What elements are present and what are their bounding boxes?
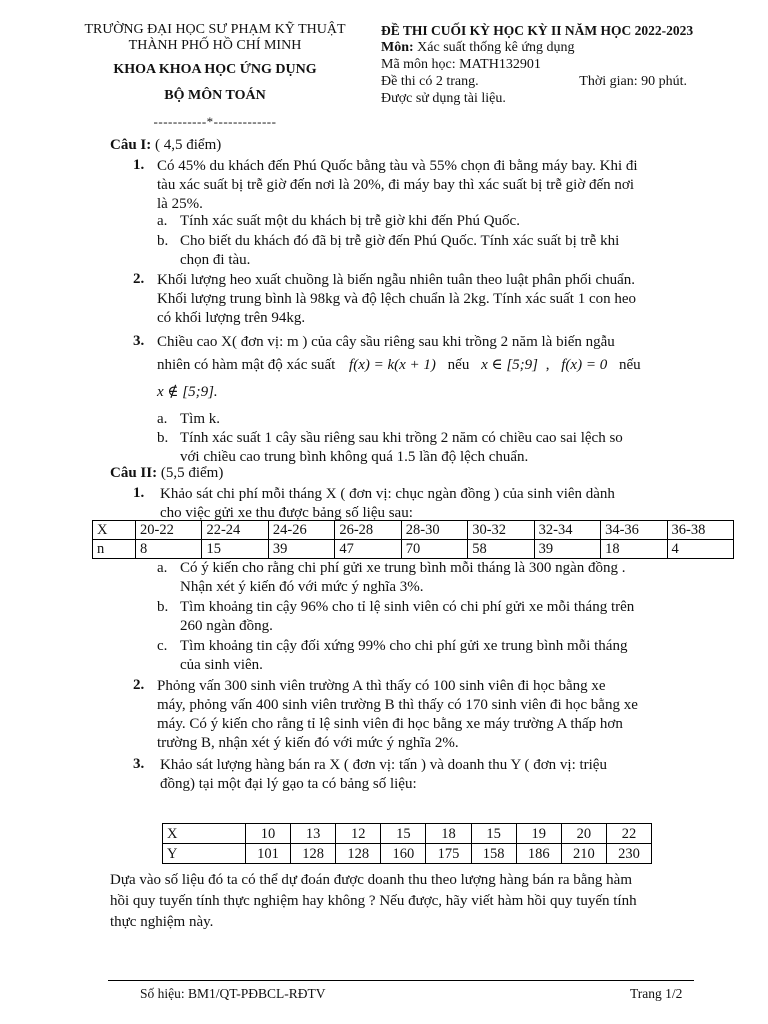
text-line: có khối lượng trên 94kg. <box>157 310 306 326</box>
table-cell: 18 <box>601 540 667 559</box>
question-i3-line1: Chiều cao X( đơn vị: m ) của cây sầu riêng sau khi trồng 2 năm là biến ngẫu <box>157 334 615 350</box>
section-1-points: ( 4,5 điểm) <box>155 137 222 153</box>
text-line: hồi quy tuyến tính thực nghiệm hay không ? Nếu được, hãy viết hàm hồi quy tuyến tính <box>110 893 637 909</box>
exam-time: Thời gian: 90 phút. <box>579 74 687 89</box>
question-i3b-text <box>180 429 623 467</box>
table-cell: 210 <box>561 844 606 864</box>
table-cell: 39 <box>534 540 600 559</box>
text-segment: , <box>545 357 550 373</box>
text-line: 260 ngàn đồng. <box>180 618 273 634</box>
question-number: 1. <box>133 157 145 173</box>
table-cell: 34-36 <box>601 521 667 540</box>
text-line: Có ý kiến cho rằng chi phí gửi xe trung bình mỗi tháng là 300 ngàn đồng . <box>180 560 626 576</box>
text-line: Dựa vào số liệu đó ta có thể dự đoán được doanh thu theo lượng hàng bán ra bằng hàm <box>110 872 633 888</box>
item-label: b. <box>157 233 169 249</box>
text-line: với chiều cao trung bình không quá 1.5 lần độ lệch chuẩn. <box>180 449 529 465</box>
table-cell: 4 <box>667 540 734 559</box>
table-row <box>93 540 734 559</box>
item-label: b. <box>157 430 169 446</box>
document-code: Số hiệu: BM1/QT-PĐBCL-RĐTV <box>140 986 326 1001</box>
table-cell: 12 <box>336 824 381 844</box>
table-cell: 20 <box>561 824 606 844</box>
question-ii3-text <box>160 756 720 794</box>
subject-line <box>381 39 721 56</box>
text-line: máy, phỏng vấn 400 sinh viên trường B thì thấy có 170 sinh viên đi học bằng xe <box>157 697 638 713</box>
table-cell: 128 <box>336 844 381 864</box>
table-cell: 15 <box>471 824 516 844</box>
text-line: chọn đi tàu. <box>180 252 251 268</box>
table-cell: 36-38 <box>667 521 734 540</box>
text-segment: nếu <box>447 357 470 373</box>
table-cell: 28-30 <box>401 521 467 540</box>
page-count: Đề thi có 2 trang. <box>381 74 479 89</box>
subject-name: Xác suất thống kê ứng dụng <box>417 40 575 55</box>
table-cell: 39 <box>268 540 334 559</box>
table-cell: 10 <box>246 824 291 844</box>
page-number: Trang 1/2 <box>630 986 683 1001</box>
text-line: Khối lượng heo xuất chuồng là biến ngẫu nhiên tuân theo luật phân phối chuẩn. <box>157 272 636 288</box>
question-number: 2. <box>133 677 145 693</box>
item-label: c. <box>157 638 168 654</box>
table-cell: 58 <box>468 540 534 559</box>
question-ii1c-text <box>180 637 627 675</box>
question-i2-text <box>157 271 717 328</box>
question-ii1a-text <box>180 559 626 597</box>
text-line: Nhận xét ý kiến đó với mức ý nghĩa 3%. <box>180 579 424 595</box>
question-i3-line2 <box>157 356 697 375</box>
section-1-heading <box>110 136 221 155</box>
table-cell: 15 <box>381 824 426 844</box>
university-name: TRƯỜNG ĐẠI HỌC SƯ PHẠM KỸ THUẬT <box>84 22 346 37</box>
city-name: THÀNH PHỐ HỒ CHÍ MINH <box>128 38 302 53</box>
item-label: b. <box>157 599 169 615</box>
exam-title: ĐỀ THI CUỐI KỲ HỌC KỲ II NĂM HỌC 2022-2023 <box>381 23 694 38</box>
table-cell: 186 <box>516 844 561 864</box>
section-1-label: Câu I: <box>110 137 152 153</box>
footer-divider <box>108 980 694 981</box>
cost-frequency-table <box>92 520 734 559</box>
text-line: của sinh viên. <box>180 657 263 673</box>
density-formula: f(x) = k(x + 1) <box>349 357 436 373</box>
question-i1b-text <box>180 232 619 270</box>
text-line: trường B, nhận xét ý kiến đó với mức ý nghĩa 2%. <box>157 735 459 751</box>
text-line: là 25%. <box>157 196 203 212</box>
table-row <box>93 521 734 540</box>
table-cell: 22-24 <box>202 521 268 540</box>
section-2-heading <box>110 464 223 483</box>
question-ii2-text <box>157 677 717 753</box>
table-cell: 18 <box>426 824 471 844</box>
item-label: a. <box>157 213 168 229</box>
table-row <box>163 824 652 844</box>
table-cell: X <box>163 824 246 844</box>
section-2-label: Câu II: <box>110 465 158 481</box>
regression-question-text <box>110 870 710 933</box>
table-cell: 101 <box>246 844 291 864</box>
question-i1-text <box>157 157 717 214</box>
table-cell: 128 <box>291 844 336 864</box>
table-cell: 26-28 <box>335 521 401 540</box>
text-line: Tìm khoảng tin cậy đối xứng 99% cho chi phí gửi xe trung bình mỗi tháng <box>180 638 628 654</box>
course-code: Mã môn học: MATH132901 <box>381 57 541 72</box>
table-cell: 158 <box>471 844 516 864</box>
condition-formula: x ∈ [5;9] <box>481 357 539 373</box>
pages-time-row <box>381 73 687 90</box>
faculty-name: KHOA KHOA HỌC ỨNG DỤNG <box>113 62 317 77</box>
section-2-points: (5,5 điểm) <box>160 465 224 481</box>
text-line: đồng) tại một đại lý gạo ta có bảng số liệu: <box>160 776 417 792</box>
question-number: 3. <box>133 333 145 349</box>
table-cell: 8 <box>136 540 202 559</box>
question-ii1-text <box>160 485 720 523</box>
text-line: cho việc gửi xe thu được bảng số liệu sau: <box>160 505 413 521</box>
text-segment: nếu <box>618 357 641 373</box>
table-cell: Y <box>163 844 246 864</box>
table-row <box>163 844 652 864</box>
header-divider: -----------*------------- <box>153 114 277 129</box>
question-number: 1. <box>133 485 145 501</box>
table-cell: 30-32 <box>468 521 534 540</box>
question-number: 3. <box>133 756 145 772</box>
table-cell: 175 <box>426 844 471 864</box>
department-name: BỘ MÔN TOÁN <box>164 88 266 103</box>
table-cell: 13 <box>291 824 336 844</box>
table-cell: 47 <box>335 540 401 559</box>
table-cell: 70 <box>401 540 467 559</box>
item-label: a. <box>157 560 168 576</box>
table-cell: 19 <box>516 824 561 844</box>
question-i1a-text: Tính xác suất một du khách bị trễ giờ khi đến Phú Quốc. <box>180 213 520 229</box>
header-left <box>70 22 360 130</box>
text-line: Phỏng vấn 300 sinh viên trường A thì thấy có 100 sinh viên đi học bằng xe <box>157 678 606 694</box>
question-ii1b-text <box>180 598 634 636</box>
table-cell: 32-34 <box>534 521 600 540</box>
table-cell: 24-26 <box>268 521 334 540</box>
question-i3a-text: Tìm k. <box>180 411 220 427</box>
text-line: Khảo sát chi phí mỗi tháng X ( đơn vị: chục ngàn đồng ) của sinh viên dành <box>160 486 615 502</box>
table-cell: 22 <box>606 824 651 844</box>
table-cell: 20-22 <box>136 521 202 540</box>
item-label: a. <box>157 411 168 427</box>
text-line: Tính xác suất 1 cây sầu riêng sau khi trồng 2 năm có chiều cao sai lệch so <box>180 430 623 446</box>
question-number: 2. <box>133 271 145 287</box>
sales-revenue-table <box>162 823 652 864</box>
text-line: Tìm khoảng tin cậy 96% cho tỉ lệ sinh viên có chi phí gửi xe mỗi tháng trên <box>180 599 635 615</box>
text-line: thực nghiệm này. <box>110 914 214 930</box>
text-segment: nhiên có hàm mật độ xác suất <box>157 357 336 373</box>
text-line: Có 45% du khách đến Phú Quốc bằng tàu và 55% chọn đi bằng máy bay. Khi đi <box>157 158 638 174</box>
table-cell: X <box>93 521 136 540</box>
text-line: máy. Có ý kiến cho rằng tỉ lệ sinh viên đi học bằng xe máy trường A thấp hơn <box>157 716 623 732</box>
table-cell: 15 <box>202 540 268 559</box>
table-cell: n <box>93 540 136 559</box>
density-zero-formula: f(x) = 0 <box>561 357 608 373</box>
text-line: tàu xác suất bị trễ giờ đến nơi là 20%, đi máy bay thì xác suất bị trễ giờ đến nơi <box>157 177 635 193</box>
text-line: Khảo sát lượng hàng bán ra X ( đơn vị: tấn ) và doanh thu Y ( đơn vị: triệu <box>160 757 607 773</box>
text-line: Khối lượng trung bình là 98kg và độ lệch chuẩn là 2kg. Tính xác suất 1 con heo <box>157 291 637 307</box>
header-right <box>381 22 721 107</box>
text-line: Cho biết du khách đó đã bị trễ giờ đến Phú Quốc. Tính xác suất bị trễ khi <box>180 233 620 249</box>
condition-formula-2: x ∉ [5;9]. <box>157 384 218 400</box>
table-cell: 230 <box>606 844 651 864</box>
materials-note: Được sử dụng tài liệu. <box>381 91 506 106</box>
subject-label: Môn: <box>381 40 414 55</box>
table-cell: 160 <box>381 844 426 864</box>
